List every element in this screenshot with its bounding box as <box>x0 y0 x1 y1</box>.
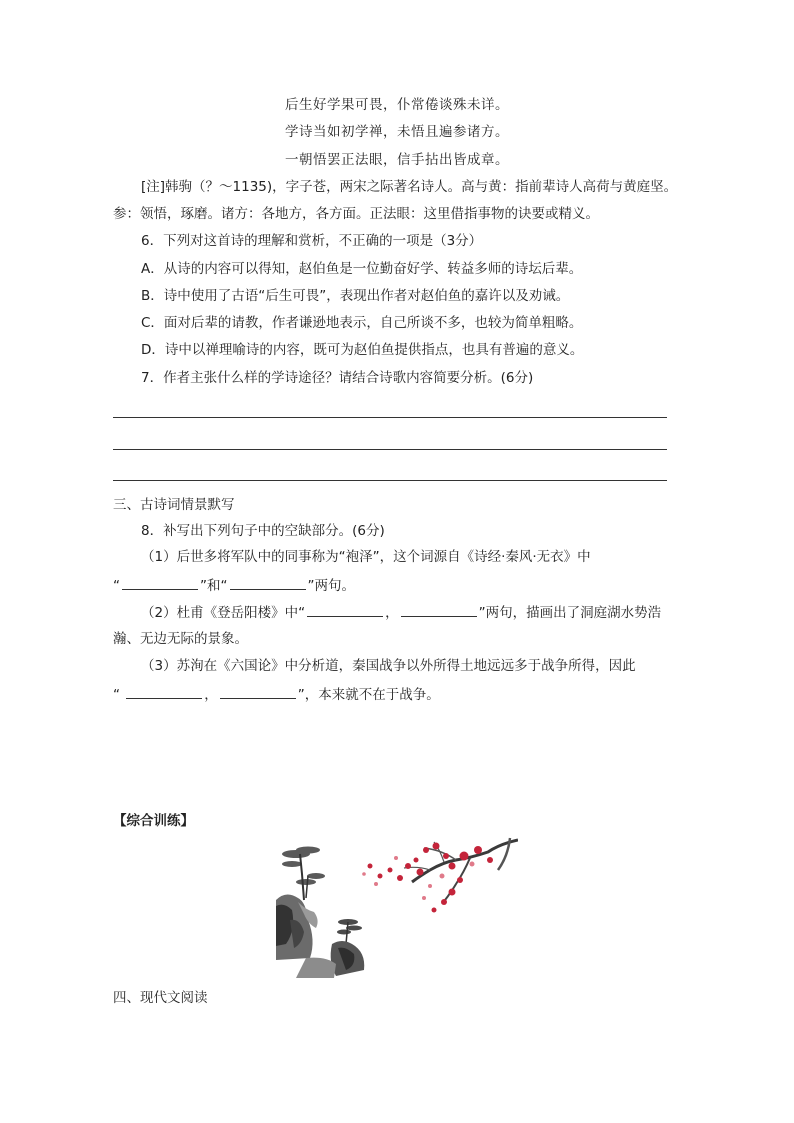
blank-2a[interactable] <box>307 602 383 617</box>
blank-2b[interactable] <box>401 602 477 617</box>
blank-1a[interactable] <box>122 575 198 590</box>
ink-landscape-image <box>276 840 368 978</box>
section-4-title: 四、现代文阅读 <box>113 990 208 1006</box>
blank-3a[interactable] <box>126 684 202 699</box>
question-6-option-b: B．诗中使用了古语“后生可畏”，表现出作者对赵伯鱼的嘉许以及劝诫。 <box>141 288 570 304</box>
note-line-1: [注]韩驹（？～1135)，字子苍，两宋之际著名诗人。高与黄：指前辈诗人高荷与黄庭坚。 <box>141 179 678 195</box>
section-3-title: 三、古诗词情景默写 <box>113 497 235 513</box>
q8-part1-end: ”两句。 <box>307 578 355 594</box>
quote-open: “ <box>113 578 120 594</box>
blank-3b[interactable] <box>220 684 296 699</box>
q8-part2-line2: 瀚、无边无际的景象。 <box>113 631 248 647</box>
poem-line-2: 学诗当如初学禅，未悟且遍参诸方。 <box>285 124 509 140</box>
training-title: 【综合训练】 <box>113 813 194 829</box>
q8-part3-end: ”，本来就不在于战争。 <box>297 687 440 703</box>
blank-1b[interactable] <box>230 575 306 590</box>
question-6-stem: 6．下列对这首诗的理解和赏析，不正确的一项是（3分） <box>141 233 483 249</box>
answer-line-3[interactable] <box>113 480 667 481</box>
plum-blossom-image <box>360 836 518 916</box>
q8-part2-comma: ， <box>385 605 399 621</box>
question-6-option-c: C．面对后辈的请教，作者谦逊地表示，自己所谈不多，也较为简单粗略。 <box>141 315 583 331</box>
q8-part2-start: （2）杜甫《登岳阳楼》中“ <box>141 605 306 621</box>
q8-part2-end: ”两句，描画出了洞庭湖水势浩 <box>478 605 662 621</box>
note-line-2: 参：领悟，琢磨。诸方：各地方，各方面。正法眼：这里借指事物的诀要或精义。 <box>113 206 599 222</box>
q8-part1-mid: ”和“ <box>200 578 228 594</box>
q8-part3-line1: （3）苏洵在《六国论》中分析道，秦国战争以外所得土地远远多于战争所得，因此 <box>141 658 636 674</box>
answer-line-1[interactable] <box>113 417 667 418</box>
q8-part3-line2 <box>113 684 440 704</box>
q8-part2-line1 <box>141 602 661 622</box>
question-6-option-a: A．从诗的内容可以得知，赵伯鱼是一位勤奋好学、转益多师的诗坛后辈。 <box>141 261 583 277</box>
question-6-option-d: D．诗中以禅理喻诗的内容，既可为赵伯鱼提供指点，也具有普遍的意义。 <box>141 342 584 358</box>
question-7-stem: 7．作者主张什么样的学诗途径？请结合诗歌内容简要分析。(6分) <box>141 370 534 386</box>
q8-part3-comma: ， <box>204 687 218 703</box>
quote-open: “ <box>113 687 120 703</box>
answer-line-2[interactable] <box>113 449 667 450</box>
poem-line-3: 一朝悟罢正法眼，信手拈出皆成章。 <box>285 152 509 168</box>
question-8-stem: 8．补写出下列句子中的空缺部分。(6分) <box>141 523 385 539</box>
q8-part1-line2 <box>113 575 355 595</box>
poem-line-1: 后生好学果可畏，仆常倦谈殊未详。 <box>285 97 509 113</box>
q8-part1-line1: （1）后世多将军队中的同事称为“袍泽”，这个词源自《诗经·秦风·无衣》中 <box>141 549 591 565</box>
